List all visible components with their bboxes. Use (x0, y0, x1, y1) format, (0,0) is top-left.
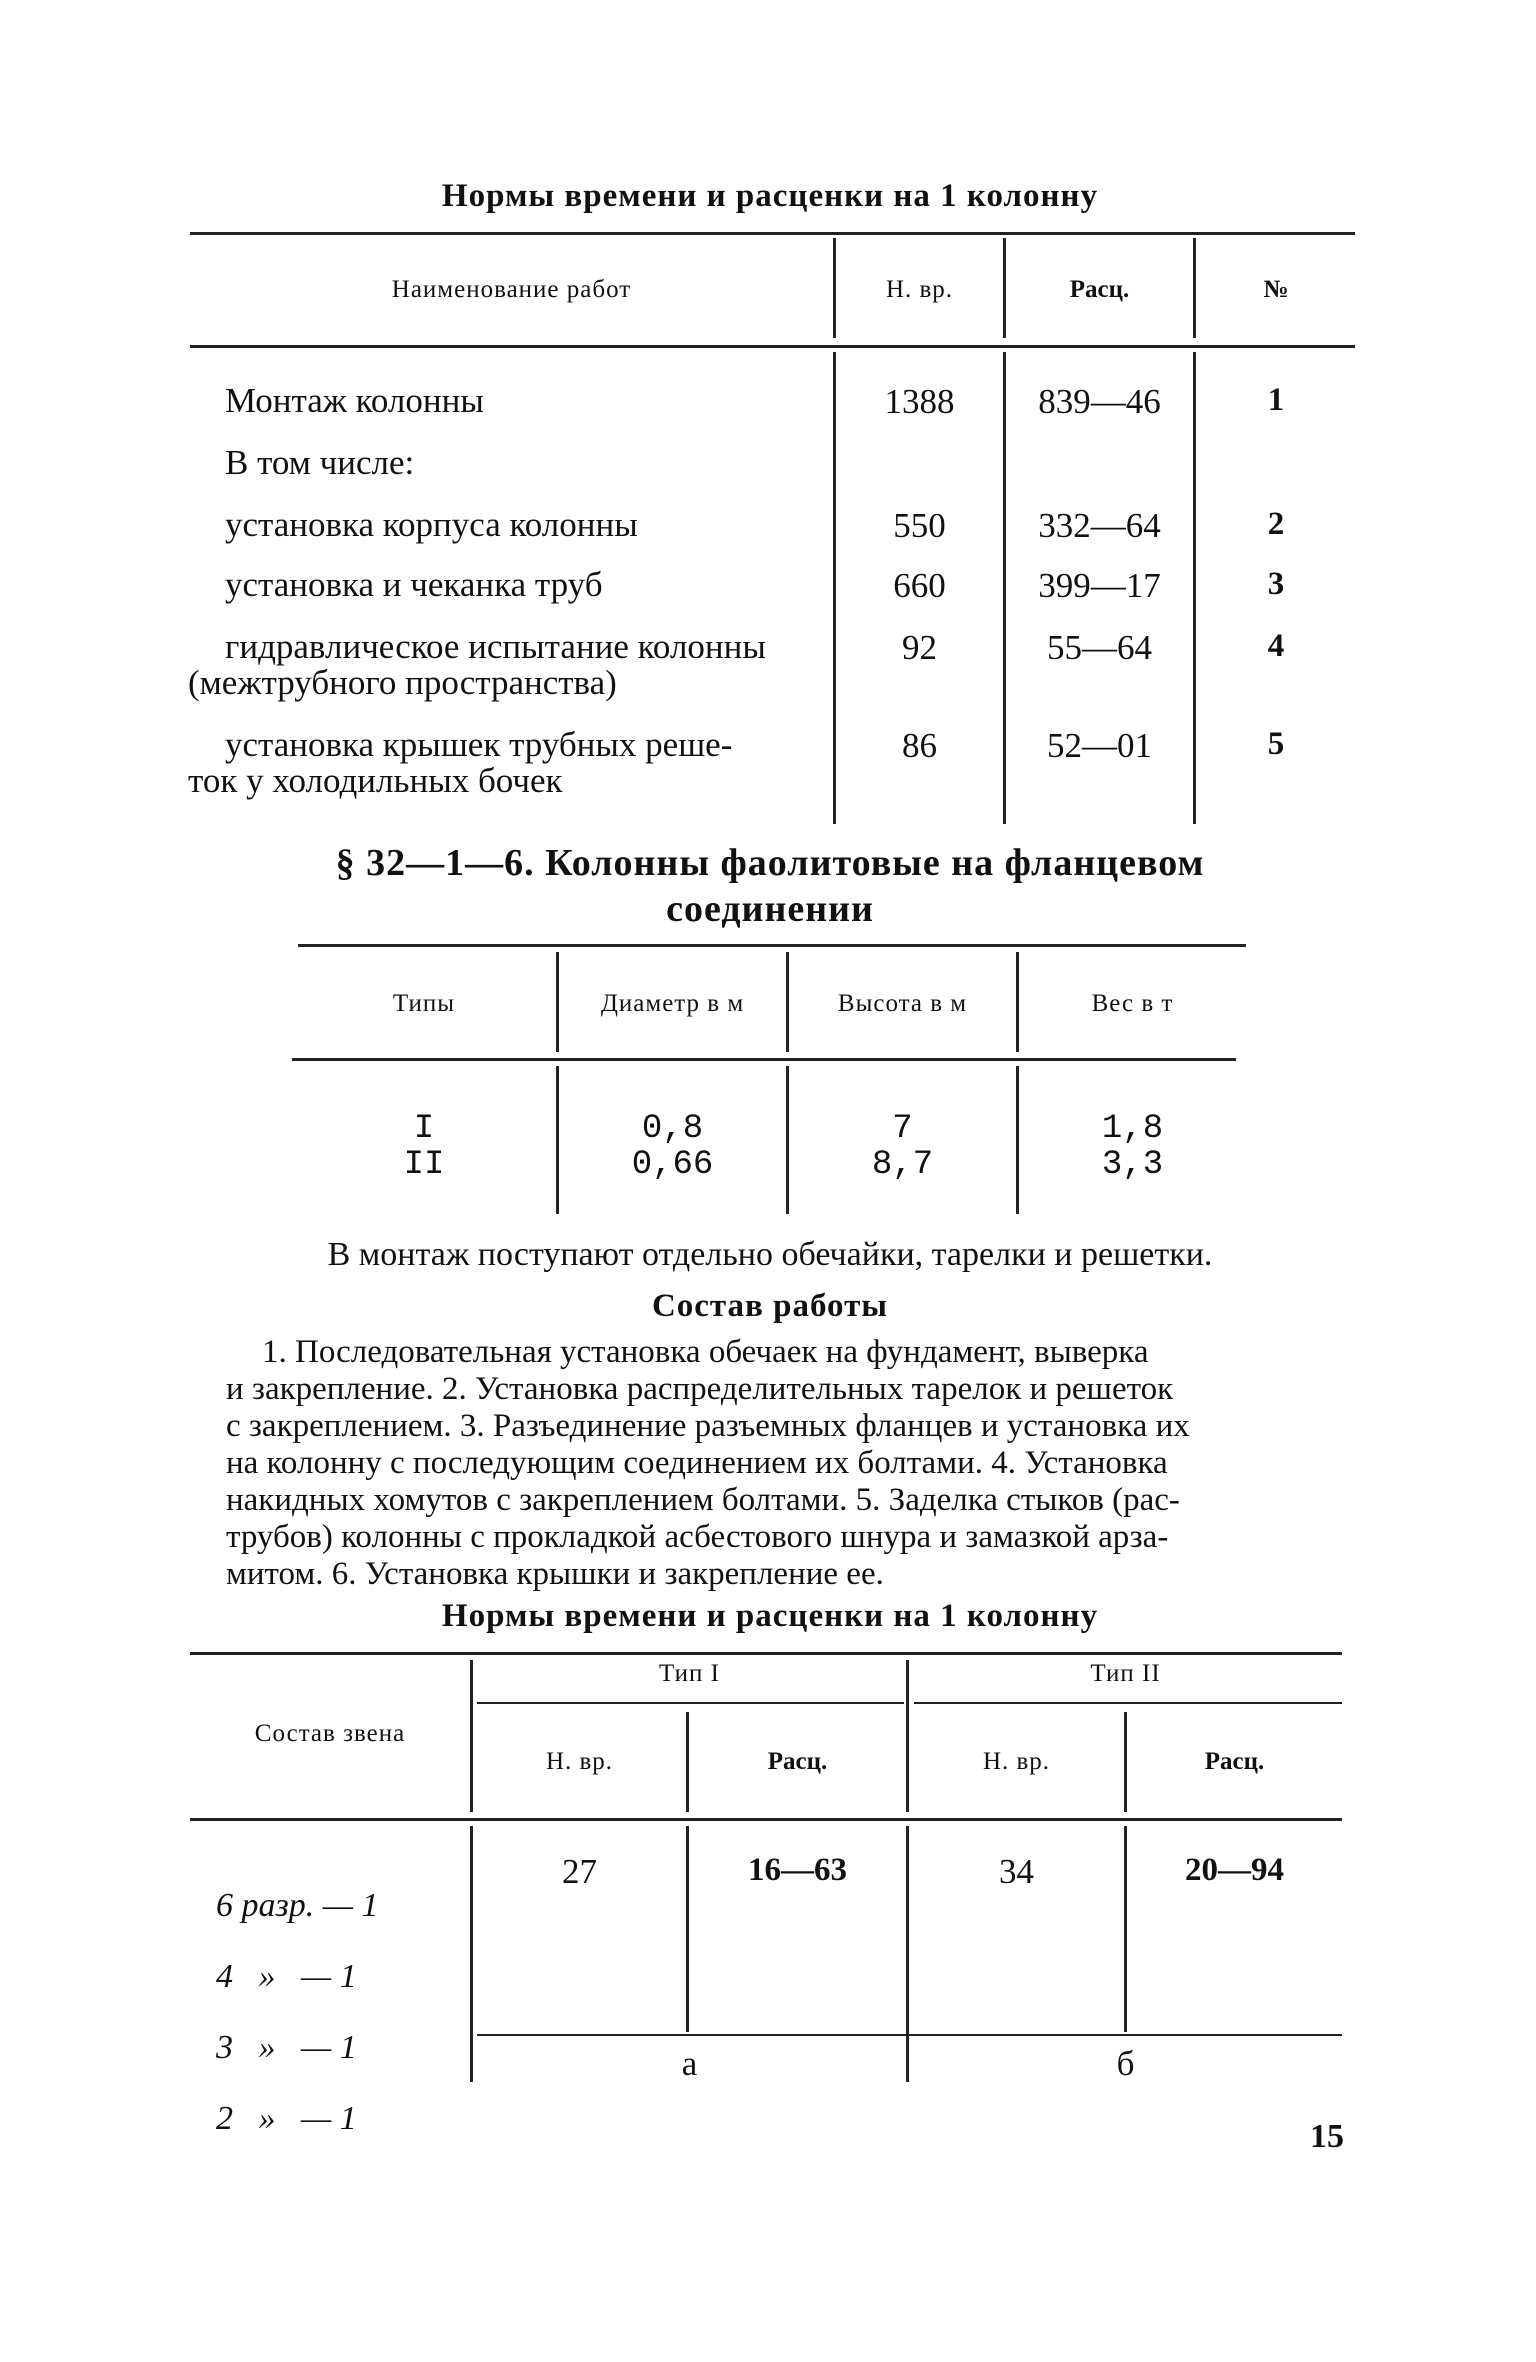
col-type2-header: Тип II (1090, 1660, 1161, 1687)
work-line: накидных хомутов с закреплением болтами. 5. Заделка стыков (рас- (226, 1482, 1180, 1518)
table-row-name: установка крышек трубных реше- (225, 725, 733, 764)
page-number: 15 (1310, 2118, 1344, 2155)
table-row-type: I (413, 1110, 435, 1148)
col-types-header: Типы (392, 990, 456, 1017)
note-text: В монтаж поступают отдельно обечайки, тарелки и решетки. (327, 1236, 1213, 1273)
work-text (226, 1334, 1346, 1593)
col-weight-header: Вес в т (1091, 990, 1174, 1017)
crew-item: 6 разр. — 1 (216, 1887, 379, 1924)
col-type1-header: Тип I (659, 1660, 720, 1687)
table-row-no: 3 (1267, 566, 1285, 602)
work-line: трубов) колонны с прокладкой асбестового шнура и замазкой арза- (226, 1519, 1169, 1555)
table-row-rasc: 332—64 (1038, 506, 1161, 545)
crew-item: 2 » — 1 (216, 2100, 357, 2137)
table-row-diam: 0,8 (641, 1110, 704, 1148)
col-t1-nvr-header: Н. вр. (545, 1748, 614, 1775)
table-row-name: гидравлическое испытание колонны (225, 627, 766, 666)
table-row-rasc: 55—64 (1047, 628, 1152, 667)
crew-list (216, 1852, 379, 2172)
table-row-name: Монтаж колонны (225, 381, 484, 420)
table-row-weight: 3,3 (1101, 1146, 1164, 1184)
table-row-diam: 0,66 (631, 1146, 714, 1184)
section-heading-line2: соединении (666, 888, 874, 930)
crew-item: 3 » — 1 (216, 2029, 357, 2066)
table-row-nvr: 86 (902, 726, 937, 765)
footer-a: а (681, 2044, 698, 2083)
work-line: и закрепление. 2. Установка распределительных тарелок и решеток (226, 1371, 1174, 1407)
table-row-no: 5 (1267, 726, 1285, 762)
table1-title: Нормы времени и расценки на 1 колонну (441, 178, 1099, 214)
footer-b: б (1116, 2044, 1135, 2083)
table-row-rasc: 399—17 (1038, 566, 1161, 605)
table-row-height: 7 (892, 1110, 913, 1148)
table-row-name-cont: (межтрубного пространства) (188, 663, 617, 702)
work-line: с закреплением. 3. Разъединение разъемных фланцев и установка их (226, 1408, 1190, 1444)
col-no-header: № (1263, 276, 1289, 303)
col-t1-rasc-header: Расц. (767, 1748, 828, 1775)
table-row-height: 8,7 (871, 1146, 934, 1184)
section-heading-line1: § 32—1—6. Колонны фаолитовые на фланцевом (335, 842, 1205, 884)
table-row-nvr: 550 (893, 506, 946, 545)
table-row-weight: 1,8 (1101, 1110, 1164, 1148)
work-line: на колонну с последующим соединением их болтами. 4. Установка (226, 1445, 1168, 1481)
col-name-header: Наименование работ (391, 276, 632, 303)
t2-nvr-value: 34 (999, 1852, 1034, 1891)
table-row-name: установка корпуса колонны (225, 505, 638, 544)
col-nvr-header: Н. вр. (885, 276, 954, 303)
crew-item: 4 » — 1 (216, 1958, 357, 1995)
table-row-nvr: 92 (902, 628, 937, 667)
col-height-header: Высота в м (837, 990, 968, 1017)
table-row-no: 2 (1267, 506, 1285, 542)
work-title: Состав работы (651, 1288, 889, 1324)
t2-rasc-value: 20—94 (1185, 1852, 1284, 1888)
t1-rasc-value: 16—63 (748, 1852, 847, 1888)
table-row-no: 4 (1267, 628, 1285, 664)
col-crew-header: Состав звена (254, 1720, 406, 1747)
work-line: митом. 6. Установка крышки и закрепление ее. (226, 1556, 884, 1592)
table-row-name-cont: ток у холодильных бочек (188, 761, 563, 800)
work-line: 1. Последовательная установка обечаек на фундамент, выверка (262, 1334, 1149, 1370)
section-heading (150, 840, 1390, 932)
col-t2-nvr-header: Н. вр. (982, 1748, 1051, 1775)
table-row-no: 1 (1267, 382, 1285, 418)
table-row-rasc: 52—01 (1047, 726, 1152, 765)
col-rasc-header: Расц. (1069, 276, 1130, 303)
t1-nvr-value: 27 (562, 1852, 597, 1891)
table-row-nvr: 1388 (884, 382, 955, 421)
table-row-type: II (403, 1146, 445, 1184)
table3-title: Нормы времени и расценки на 1 колонну (441, 1598, 1099, 1634)
col-diam-header: Диаметр в м (600, 990, 745, 1017)
col-t2-rasc-header: Расц. (1204, 1748, 1265, 1775)
table-row-name: В том числе: (225, 443, 415, 482)
table-row-nvr: 660 (893, 566, 946, 605)
table-row-name: установка и чеканка труб (225, 565, 603, 604)
table-row-rasc: 839—46 (1038, 382, 1161, 421)
